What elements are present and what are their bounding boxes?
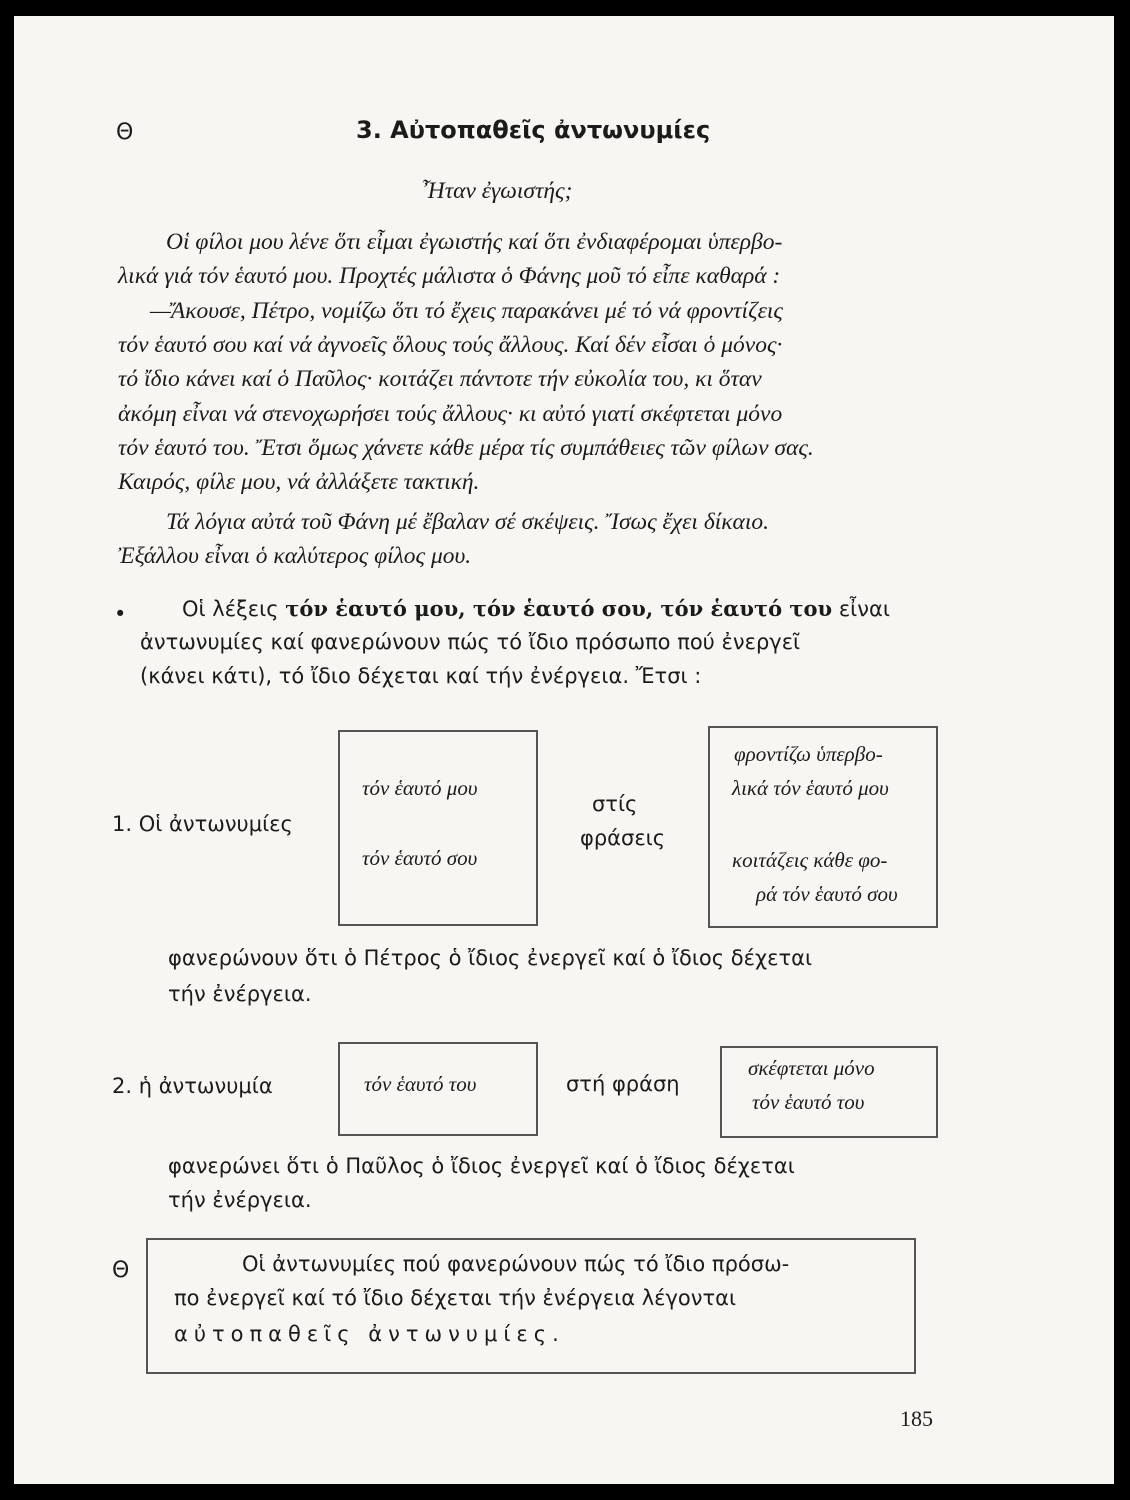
pronoun-text: τόν ἑαυτό μου — [362, 776, 478, 800]
connector-text: στή φράση — [566, 1072, 680, 1096]
textbook-page — [14, 16, 1114, 1484]
phrase-text: τόν ἑαυτό του — [752, 1090, 865, 1114]
story-line: —Ἄκουσε, Πέτρο, νομίζω ὅτι τό ἔχεις παρακάνει μέ τό νά φροντίζεις — [150, 298, 783, 324]
story-line: Οἱ φίλοι μου λένε ὅτι εἶμαι ἐγωιστής καί ὅτι ἐνδιαφέρομαι ὑπερβο- — [166, 229, 783, 255]
story-line: ἀκόμη εἶναι νά στενοχωρήσει τούς ἄλλους· κι αὐτό γιατί σκέφτεται μόνο — [118, 401, 783, 427]
pronoun-text: τόν ἑαυτό του — [364, 1072, 477, 1096]
bullet-line: ἀντωνυμίες καί φανερώνουν πώς τό ἴδιο πρόσωπο πού ἐνεργεῖ — [140, 630, 801, 654]
theta-marker: Θ — [112, 1258, 130, 1283]
example-2-label: 2. ἡ ἀντωνυμία — [112, 1074, 273, 1098]
section-title: 3. Αὐτοπαθεῖς ἀντωνυμίες — [356, 116, 711, 144]
phrase-text: λικά τόν ἑαυτό μου — [732, 776, 889, 800]
story-line: Ἐξάλλου εἶναι ὁ καλύτερος φίλος μου. — [118, 543, 472, 569]
story-line: Τά λόγια αὐτά τοῦ Φάνη μέ ἔβαλαν σέ σκέψεις. Ἴσως ἔχει δίκαιο. — [166, 509, 770, 535]
theta-marker: Θ — [116, 120, 134, 145]
pronoun-box — [338, 730, 538, 926]
example-1-explanation: τήν ἐνέργεια. — [168, 982, 312, 1006]
phrase-text: σκέφτεται μόνο — [748, 1056, 875, 1080]
bullet-line: (κάνει κάτι), τό ἴδιο δέχεται καί τήν ἐνέργεια. Ἔτσι : — [140, 664, 702, 688]
phrase-text: φροντίζω ὑπερβο- — [734, 742, 883, 766]
rule-line: αὐτοπαθεῖς ἀντωνυμίες. — [174, 1322, 565, 1346]
connector-text: φράσεις — [580, 826, 666, 850]
pronoun-text: τόν ἑαυτό σου — [362, 846, 478, 870]
example-1-explanation: φανερώνουν ὅτι ὁ Πέτρος ὁ ἴδιος ἐνεργεῖ καί ὁ ἴδιος δέχεται — [168, 946, 813, 970]
story-line: τόν ἑαυτό του. Ἔτσι ὅμως χάνετε κάθε μέρα τίς συμπάθειες τῶν φίλων σας. — [118, 435, 814, 461]
example-2-explanation: τήν ἐνέργεια. — [168, 1188, 312, 1212]
story-line: Καιρός, φίλε μου, νά ἀλλάξετε τακτική. — [118, 469, 480, 495]
rule-line: Οἱ ἀντωνυμίες πού φανερώνουν πώς τό ἴδιο πρόσω- — [242, 1252, 790, 1276]
example-1-label: 1. Οἱ ἀντωνυμίες — [112, 812, 293, 836]
phrase-text: κοιτάζεις κάθε φο- — [732, 848, 888, 872]
story-line: τόν ἑαυτό σου καί νά ἀγνοεῖς ὅλους τούς ἄλλους. Καί δέν εἶσαι ὁ μόνος· — [118, 332, 783, 358]
rule-line: πο ἐνεργεῖ καί τό ἴδιο δέχεται τήν ἐνέργεια λέγονται — [174, 1286, 737, 1310]
bullet-line: Οἱ λέξεις τόν ἑαυτό μου, τόν ἑαυτό σου, τόν ἑαυτό του εἶναι — [182, 596, 890, 621]
bullet-icon: • — [114, 602, 127, 626]
phrase-text: ρά τόν ἑαυτό σου — [756, 882, 898, 906]
example-2-explanation: φανερώνει ὅτι ὁ Παῦλος ὁ ἴδιος ἐνεργεῖ καί ὁ ἴδιος δέχεται — [168, 1154, 795, 1178]
connector-text: στίς — [592, 792, 638, 816]
story-line: λικά γιά τόν ἑαυτό μου. Προχτές μάλιστα ὁ Φάνης μοῦ τό εἶπε καθαρά : — [118, 263, 781, 289]
story-line: τό ἴδιο κάνει καί ὁ Παῦλος· κοιτάζει πάντοτε τήν εὐκολία του, κι ὅταν — [118, 366, 762, 392]
page-number: 185 — [900, 1406, 933, 1431]
story-subtitle: Ἦταν ἐγωιστής; — [422, 178, 573, 204]
